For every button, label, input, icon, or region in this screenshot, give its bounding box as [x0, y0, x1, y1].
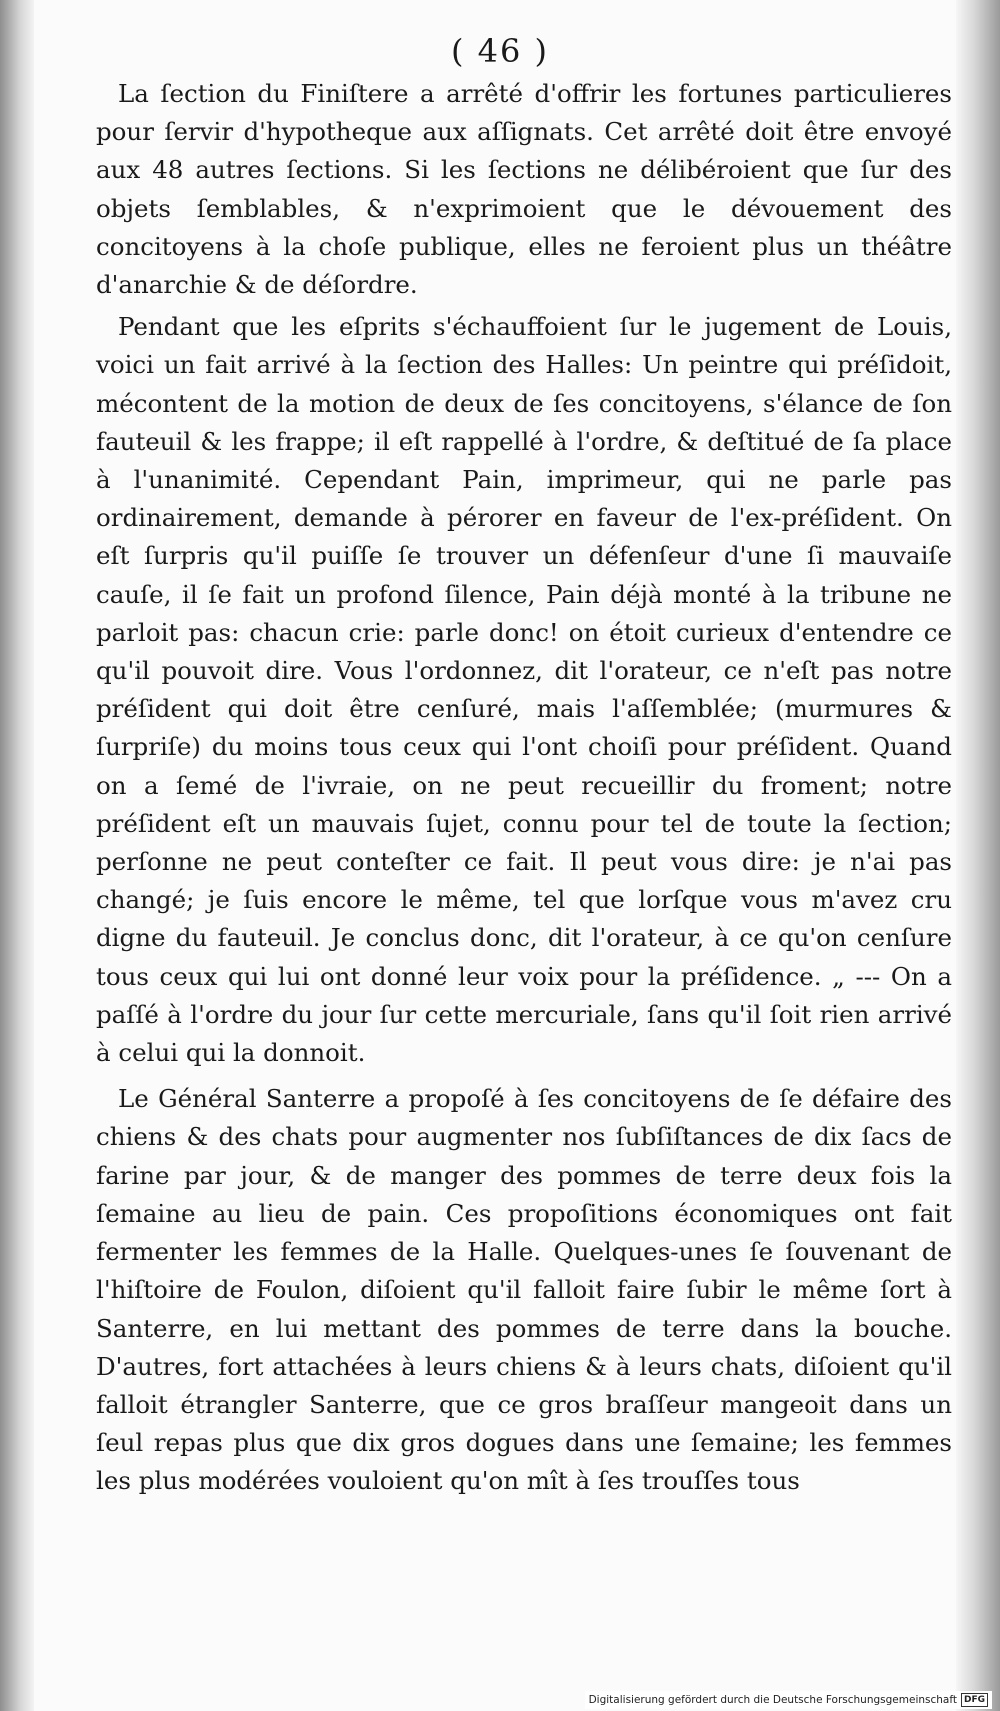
page-number: ( 46 )	[450, 32, 550, 70]
paragraph-finistere: La ſection du Finiſtere a arrêté d'offrir les fortunes particulieres pour ſervir d'hypotheque aux aſſignats. Cet arrêté doit être envoyé aux 48 autres ſections. Si les ſections ne délibéroient que ſur des objets ſemblables, & n'exprimoient que le dévouement des concitoyens à la choſe publique, elles ne feroient plus un théâtre d'anarchie & de déſordre.	[96, 79, 952, 300]
scan-edge-left	[0, 0, 34, 1711]
dfg-logo: DFG	[961, 1693, 988, 1707]
paragraph-pain: Pendant que les eſprits s'échauffoient ſur le jugement de Louis, voici un fait arrivé à la ſection des Halles: Un peintre qui préſidoit, mécontent de la motion de deux de ſes concitoyens, s'élance de ſon fauteuil & les frappe; il eſt rappellé à l'ordre, & deſtitué de ſa place à l'unanimité. Cependant Pain, imprimeur, qui ne parle pas ordinairement, demande à pérorer en faveur de l'ex-préſident. On eſt ſurpris qu'il puiſſe ſe trouver un défenſeur d'une ſi mauvaiſe cauſe, il ſe fait un profond ſilence, Pain déjà monté à la tribune ne parloit pas: chacun crie: parle donc! on étoit curieux d'entendre ce qu'il pouvoit dire. Vous l'ordonnez, dit l'orateur, ce n'eſt pas notre préſident qui doit être cenſuré, mais l'aſſemblée; (murmures & ſurpriſe) du moins tous ceux qui l'ont choiſi pour préſident. Quand on a ſemé de l'ivraie, on ne peut recueillir du froment; notre préſident eſt un mauvais ſujet, connu pour tel de toute la ſection; perſonne ne peut conteſter ce fait. Il peut vous dire: je n'ai pas changé; je ſuis encore le même, tel que lorſque vous m'avez cru digne du fauteuil. Je conclus donc, dit l'orateur, à ce qu'on cenſure tous ceux qui lui ont donné leur voix pour la préſidence. „ --- On a paſſé à l'ordre du jour ſur cette mercuriale, ſans qu'il ſoit rien arrivé à celui qui la donnoit.	[96, 312, 952, 1068]
footer-text: Digitalisierung gefördert durch die Deutsche Forschungsgemeinschaft	[588, 1694, 957, 1706]
paragraph-santerre: Le Général Santerre a propoſé à ſes concitoyens de ſe défaire des chiens & des chats pour augmenter nos ſubſiſtances de dix ſacs de farine par jour, & de manger des pommes de terre deux fois la ſemaine au lieu de pain. Ces propoſitions économiques ont fait fermenter les femmes de la Halle. Quelques-unes ſe ſouvenant de l'hiſtoire de Foulon, diſoient qu'il falloit faire ſubir le même ſort à Santerre, en lui mettant des pommes de terre dans la bouche. D'autres, fort attachées à leurs chiens & à leurs chats, diſoient qu'il falloit étrangler Santerre, que ce gros braſſeur mangeoit dans un ſeul repas plus que dix gros dogues dans une ſemaine; les femmes les plus modérées vouloient qu'on mît à ſes trouſſes tous	[96, 1084, 952, 1496]
digitization-footer	[585, 1691, 992, 1709]
body-text	[96, 75, 952, 1501]
scan-edge-right	[956, 0, 1000, 1711]
